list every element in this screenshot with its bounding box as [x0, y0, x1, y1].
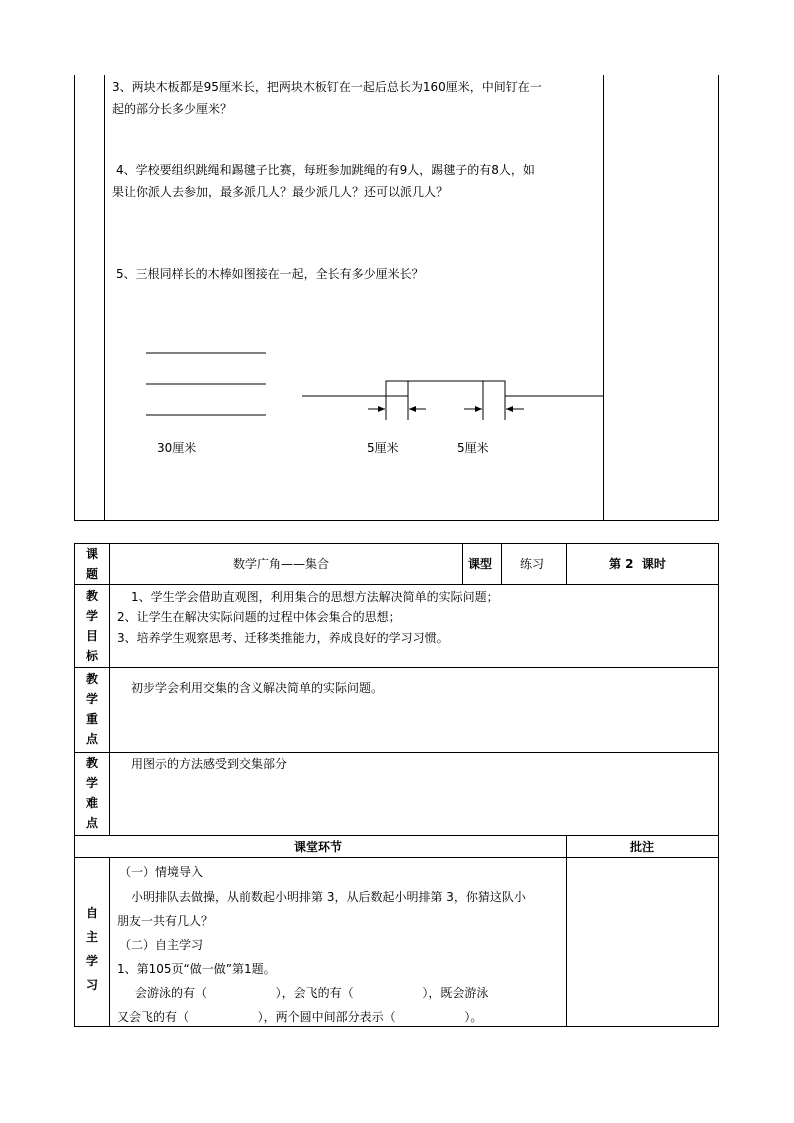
key-point-label: 教 学 重 点 [85, 672, 98, 746]
col-line-notes [566, 835, 567, 1027]
col-line-period [566, 543, 567, 585]
joined-stick-left [302, 381, 408, 420]
row-line-4 [74, 835, 719, 836]
type-value: 练习 [520, 557, 545, 571]
col-line-label [109, 543, 110, 836]
difficulty-label: 教 学 难 点 [85, 756, 98, 830]
self-line-2: 小明排队去做操，从前数起小明排第 3，从后数起小明排第 3，你猜这队小 [131, 890, 526, 904]
question-3-line-1: 3、两块木板都是95厘米长，把两块木板钉在一起后总长为160厘米，中间钉在一 [112, 80, 542, 94]
question-3-line-2: 起的部分长多少厘米？ [112, 102, 233, 116]
key-point-text: 初步学会利用交集的含义解决简单的实际问题。 [131, 681, 384, 695]
topic-label: 课 题 [85, 547, 98, 581]
label-30cm: 30厘米 [157, 441, 197, 455]
goal-1: 1、学生学会借助直观图，利用集合的思想方法解决简单的实际问题； [131, 590, 499, 604]
row-line-bottom [74, 1026, 719, 1027]
col-line-type-left [462, 543, 463, 585]
self-line-1: （一）情境导入 [119, 865, 204, 879]
steps-header: 课堂环节 [294, 840, 343, 854]
row-line-top [74, 543, 719, 544]
period-label: 第 2 课时 [609, 557, 666, 571]
question-5: 5、三根同样长的木棒如图接在一起，全长有多少厘米长？ [116, 267, 424, 281]
self-line-7: 又会飞的有（ ），两个圆中间部分表示（ ）。 [117, 1010, 483, 1024]
self-line-4: （二）自主学习 [119, 938, 204, 952]
row-line-3 [74, 752, 719, 753]
self-line-3: 朋友一共有几人？ [117, 914, 214, 928]
col-line-type-right [501, 543, 502, 585]
row-line-1 [74, 584, 719, 585]
goals-label: 教 学 目 标 [85, 589, 98, 663]
question-4-line-1: 4、学校要组织跳绳和踢毽子比赛，每班参加跳绳的有9人，踢毽子的有8人，如 [116, 163, 535, 177]
row-line-2 [74, 667, 719, 668]
goal-3: 3、培养学生观察思考、迁移类推能力，养成良好的学习习惯。 [117, 631, 449, 645]
row-line-5 [74, 857, 719, 858]
self-line-6: 会游泳的有（ ），会飞的有（ ），既会游泳 [135, 986, 489, 1000]
goal-2: 2、让学生在解决实际问题的过程中体会集合的思想； [117, 610, 401, 624]
lesson-topic: 数学广角——集合 [233, 557, 330, 571]
question-4-line-2: 果让你派人去参加，最多派几人？最少派几人？还可以派几人？ [112, 185, 449, 199]
type-label: 课型 [468, 557, 493, 571]
label-5cm-right: 5厘米 [457, 441, 489, 455]
col-line-label-2 [109, 857, 110, 1027]
difficulty-text: 用图示的方法感受到交集部分 [131, 757, 288, 771]
self-line-5: 1、第105页“做一做”第1题。 [117, 962, 276, 976]
joined-stick-middle-right [386, 381, 603, 396]
label-5cm-left: 5厘米 [367, 441, 399, 455]
self-study-label: 自 主 学 习 [85, 906, 98, 992]
col-line-right [718, 543, 719, 1027]
notes-header: 批注 [630, 840, 655, 854]
